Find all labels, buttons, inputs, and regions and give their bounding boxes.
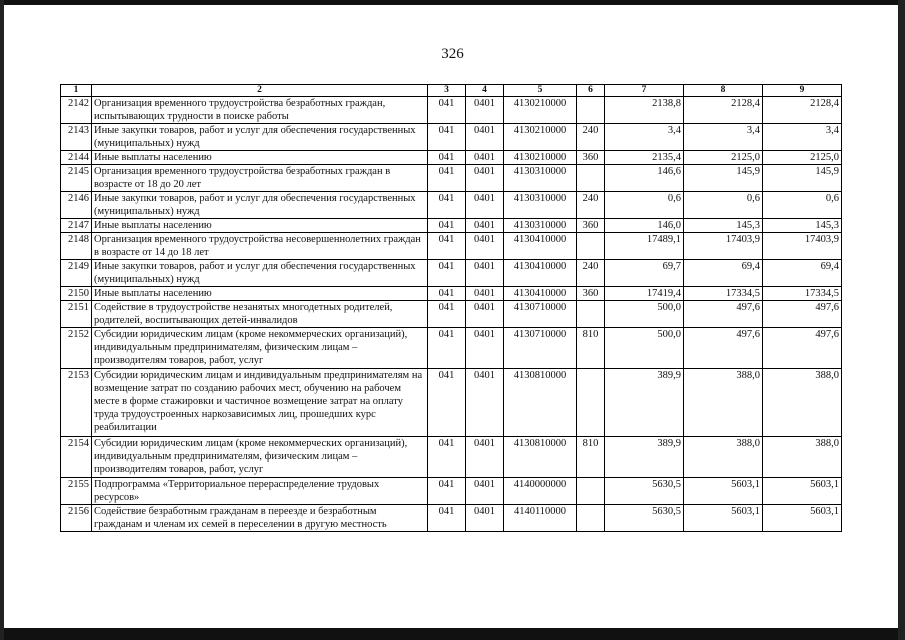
row-col-3: 041 (428, 260, 466, 287)
row-value-7: 146,6 (605, 165, 684, 192)
row-col-6 (577, 478, 605, 505)
header-col-7: 7 (605, 85, 684, 97)
row-col-4: 0401 (466, 260, 504, 287)
row-col-6: 360 (577, 287, 605, 301)
row-code: 2145 (61, 165, 92, 192)
row-value-8: 69,4 (684, 260, 763, 287)
table-row (61, 233, 842, 260)
row-value-8: 388,0 (684, 437, 763, 478)
row-value-9: 69,4 (763, 260, 842, 287)
row-value-9: 2128,4 (763, 97, 842, 124)
row-col-3: 041 (428, 369, 466, 437)
table-row (61, 505, 842, 532)
row-value-7: 500,0 (605, 328, 684, 369)
row-value-8: 497,6 (684, 301, 763, 328)
row-col-3: 041 (428, 478, 466, 505)
row-value-7: 389,9 (605, 437, 684, 478)
scan-border-right (898, 0, 905, 640)
row-col-4: 0401 (466, 301, 504, 328)
row-value-9: 2125,0 (763, 151, 842, 165)
header-col-8: 8 (684, 85, 763, 97)
row-code: 2155 (61, 478, 92, 505)
table-row (61, 437, 842, 478)
row-col-5: 4130210000 (504, 151, 577, 165)
row-value-8: 497,6 (684, 328, 763, 369)
table-row (61, 151, 842, 165)
row-col-4: 0401 (466, 233, 504, 260)
row-code: 2153 (61, 369, 92, 437)
table-row (61, 301, 842, 328)
page-number: 326 (441, 46, 464, 62)
row-col-5: 4130710000 (504, 328, 577, 369)
row-col-6 (577, 97, 605, 124)
row-code: 2156 (61, 505, 92, 532)
row-col-6: 360 (577, 219, 605, 233)
row-name: Иные выплаты населению (92, 151, 428, 165)
row-col-6: 240 (577, 260, 605, 287)
row-value-8: 2128,4 (684, 97, 763, 124)
header-col-3: 3 (428, 85, 466, 97)
scan-border-bottom (0, 628, 905, 640)
row-col-5: 4140000000 (504, 478, 577, 505)
row-col-4: 0401 (466, 478, 504, 505)
row-code: 2150 (61, 287, 92, 301)
header-col-2: 2 (92, 85, 428, 97)
scan-border-left (0, 0, 4, 640)
row-code: 2154 (61, 437, 92, 478)
header-col-6: 6 (577, 85, 605, 97)
row-col-3: 041 (428, 151, 466, 165)
row-col-3: 041 (428, 328, 466, 369)
row-value-9: 145,3 (763, 219, 842, 233)
row-col-4: 0401 (466, 369, 504, 437)
table-row (61, 165, 842, 192)
row-name: Иные выплаты населению (92, 287, 428, 301)
header-col-4: 4 (466, 85, 504, 97)
row-value-7: 17419,4 (605, 287, 684, 301)
row-col-4: 0401 (466, 437, 504, 478)
row-col-4: 0401 (466, 97, 504, 124)
row-code: 2146 (61, 192, 92, 219)
row-name: Субсидии юридическим лицам (кроме некоммерческих организаций), индивидуальным предпринимателям, физическим лицам – производителям товаров, работ, услуг (92, 437, 428, 478)
header-col-9: 9 (763, 85, 842, 97)
scan-border-top (0, 0, 905, 5)
row-value-7: 0,6 (605, 192, 684, 219)
row-col-3: 041 (428, 192, 466, 219)
row-value-7: 500,0 (605, 301, 684, 328)
table-row (61, 328, 842, 369)
row-col-5: 4140110000 (504, 505, 577, 532)
row-col-5: 4130310000 (504, 192, 577, 219)
row-code: 2152 (61, 328, 92, 369)
row-code: 2143 (61, 124, 92, 151)
row-col-3: 041 (428, 219, 466, 233)
row-value-9: 17403,9 (763, 233, 842, 260)
table-row (61, 124, 842, 151)
row-col-3: 041 (428, 233, 466, 260)
header-row (61, 85, 842, 97)
row-col-3: 041 (428, 287, 466, 301)
row-col-6: 240 (577, 124, 605, 151)
row-name: Иные закупки товаров, работ и услуг для обеспечения государственных (муниципальных) нужд (92, 260, 428, 287)
row-value-8: 3,4 (684, 124, 763, 151)
row-value-7: 3,4 (605, 124, 684, 151)
row-value-9: 0,6 (763, 192, 842, 219)
row-col-5: 4130410000 (504, 287, 577, 301)
row-col-5: 4130310000 (504, 219, 577, 233)
row-col-5: 4130210000 (504, 124, 577, 151)
row-col-6 (577, 301, 605, 328)
row-name: Иные закупки товаров, работ и услуг для обеспечения государственных (муниципальных) нужд (92, 192, 428, 219)
row-col-5: 4130410000 (504, 260, 577, 287)
row-value-9: 5603,1 (763, 478, 842, 505)
row-code: 2148 (61, 233, 92, 260)
row-col-6 (577, 165, 605, 192)
header-col-5: 5 (504, 85, 577, 97)
row-col-6: 810 (577, 437, 605, 478)
row-col-4: 0401 (466, 151, 504, 165)
row-code: 2147 (61, 219, 92, 233)
row-code: 2144 (61, 151, 92, 165)
table-row (61, 369, 842, 437)
table-row (61, 192, 842, 219)
row-value-8: 17334,5 (684, 287, 763, 301)
row-name: Субсидии юридическим лицам и индивидуальным предпринимателям на возмещение затрат по созданию рабочих мест, обучению на рабочем месте в форме стажировки и частичное возмещение затрат на оплату труда трудоустроенных наркозависимых лиц, прошедших курс реабилитации (92, 369, 428, 437)
row-value-8: 0,6 (684, 192, 763, 219)
row-value-8: 2125,0 (684, 151, 763, 165)
row-col-3: 041 (428, 165, 466, 192)
row-col-5: 4130710000 (504, 301, 577, 328)
row-value-8: 5603,1 (684, 478, 763, 505)
row-col-6: 360 (577, 151, 605, 165)
row-code: 2151 (61, 301, 92, 328)
row-value-8: 388,0 (684, 369, 763, 437)
table-row (61, 97, 842, 124)
row-col-3: 041 (428, 437, 466, 478)
row-value-7: 17489,1 (605, 233, 684, 260)
row-col-4: 0401 (466, 505, 504, 532)
row-name: Иные выплаты населению (92, 219, 428, 233)
row-col-4: 0401 (466, 124, 504, 151)
row-value-9: 388,0 (763, 369, 842, 437)
row-name: Подпрограмма «Территориальное перераспределение трудовых ресурсов» (92, 478, 428, 505)
budget-table (60, 84, 842, 532)
row-col-6 (577, 369, 605, 437)
row-name: Иные закупки товаров, работ и услуг для обеспечения государственных (муниципальных) нужд (92, 124, 428, 151)
row-col-6: 810 (577, 328, 605, 369)
row-col-6: 240 (577, 192, 605, 219)
header-col-1: 1 (61, 85, 92, 97)
row-col-4: 0401 (466, 328, 504, 369)
table-row (61, 219, 842, 233)
table-row (61, 478, 842, 505)
row-col-5: 4130810000 (504, 369, 577, 437)
row-value-7: 2138,8 (605, 97, 684, 124)
row-col-4: 0401 (466, 287, 504, 301)
row-col-4: 0401 (466, 219, 504, 233)
row-value-7: 5630,5 (605, 505, 684, 532)
row-name: Организация временного трудоустройства несовершеннолетних граждан в возрасте от 14 до 18 лет (92, 233, 428, 260)
row-value-7: 2135,4 (605, 151, 684, 165)
row-value-9: 3,4 (763, 124, 842, 151)
row-value-9: 497,6 (763, 301, 842, 328)
row-col-6 (577, 233, 605, 260)
row-col-3: 041 (428, 301, 466, 328)
row-col-5: 4130410000 (504, 233, 577, 260)
row-col-5: 4130810000 (504, 437, 577, 478)
row-value-7: 69,7 (605, 260, 684, 287)
row-value-9: 388,0 (763, 437, 842, 478)
row-col-5: 4130210000 (504, 97, 577, 124)
row-value-9: 145,9 (763, 165, 842, 192)
table-row (61, 260, 842, 287)
row-col-3: 041 (428, 505, 466, 532)
row-col-5: 4130310000 (504, 165, 577, 192)
row-value-7: 389,9 (605, 369, 684, 437)
row-value-9: 17334,5 (763, 287, 842, 301)
row-value-7: 5630,5 (605, 478, 684, 505)
row-name: Организация временного трудоустройства безработных граждан, испытывающих трудности в поиске работы (92, 97, 428, 124)
row-col-6 (577, 505, 605, 532)
row-col-3: 041 (428, 97, 466, 124)
row-value-9: 5603,1 (763, 505, 842, 532)
row-value-7: 146,0 (605, 219, 684, 233)
row-col-4: 0401 (466, 165, 504, 192)
row-value-9: 497,6 (763, 328, 842, 369)
row-col-4: 0401 (466, 192, 504, 219)
row-code: 2149 (61, 260, 92, 287)
row-code: 2142 (61, 97, 92, 124)
row-value-8: 145,9 (684, 165, 763, 192)
row-col-3: 041 (428, 124, 466, 151)
row-name: Содействие в трудоустройстве незанятых многодетных родителей, родителей, воспитывающих детей-инвалидов (92, 301, 428, 328)
row-name: Организация временного трудоустройства безработных граждан в возрасте от 18 до 20 лет (92, 165, 428, 192)
row-value-8: 5603,1 (684, 505, 763, 532)
row-name: Субсидии юридическим лицам (кроме некоммерческих организаций), индивидуальным предпринимателям, физическим лицам – производителям товаров, работ, услуг (92, 328, 428, 369)
table-row (61, 287, 842, 301)
row-value-8: 17403,9 (684, 233, 763, 260)
row-name: Содействие безработным гражданам в переезде и безработным гражданам и членам их семей в переселении в другую местность (92, 505, 428, 532)
row-value-8: 145,3 (684, 219, 763, 233)
